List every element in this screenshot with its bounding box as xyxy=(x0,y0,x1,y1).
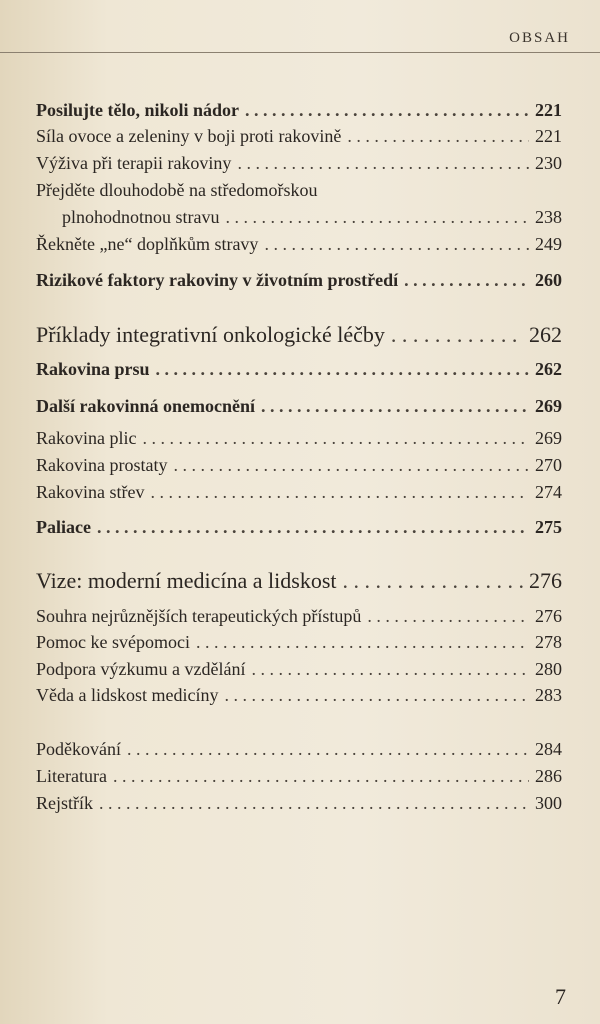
toc-entry-page: 269 xyxy=(535,396,562,416)
toc-entry xyxy=(36,359,562,385)
toc-entry-title: Literatura xyxy=(36,766,107,786)
toc-entry-page: 275 xyxy=(535,517,562,537)
toc-entry-first-line: Přejděte dlouhodobě na středomořskou xyxy=(36,180,318,200)
dot-leader xyxy=(264,234,529,255)
toc-entry xyxy=(36,739,562,765)
toc-entry-title: Rakovina střev xyxy=(36,482,145,502)
toc-entry-page: 300 xyxy=(535,793,562,813)
toc-entry-page: 249 xyxy=(535,234,562,254)
toc-entry-title: Rakovina prostaty xyxy=(36,455,168,475)
toc-entry xyxy=(36,606,562,632)
toc-entry-page: 274 xyxy=(535,482,562,502)
dot-leader xyxy=(97,517,529,538)
dot-leader xyxy=(251,659,529,680)
dot-leader xyxy=(156,359,529,380)
toc-section xyxy=(36,568,562,598)
toc-entry xyxy=(36,482,562,508)
toc-entry-title: Výživa při terapii rakoviny xyxy=(36,153,232,173)
toc-entry xyxy=(36,659,562,685)
toc-entry xyxy=(36,517,562,543)
dot-leader xyxy=(99,793,529,814)
toc-entry-title: Posilujte tělo, nikoli nádor xyxy=(36,100,240,120)
toc-entry xyxy=(36,793,562,819)
toc-entry-page: 286 xyxy=(535,766,562,786)
toc-entry-title: Rakovina prsu xyxy=(36,359,150,379)
toc-entry-page: 262 xyxy=(535,359,562,379)
toc-entry-title: Paliace xyxy=(36,517,91,537)
toc-entry-page: 269 xyxy=(535,428,562,448)
toc-entry-title: Síla ovoce a zeleniny v boji proti rakovině xyxy=(36,126,342,146)
dot-leader xyxy=(127,739,529,760)
dot-leader xyxy=(347,126,529,147)
toc-entry xyxy=(36,685,562,711)
toc-entry-page: 278 xyxy=(535,632,562,652)
toc-entry-title: plnohodnotnou stravu xyxy=(62,207,220,227)
dot-leader xyxy=(226,207,530,228)
toc-entry-page: 284 xyxy=(535,739,562,759)
dot-leader xyxy=(173,455,529,476)
toc-entry xyxy=(36,234,562,260)
dot-leader xyxy=(237,153,529,174)
toc-section-page: 262 xyxy=(529,322,562,347)
dot-leader xyxy=(261,396,529,417)
toc-entry-title: Řekněte „ne“ doplňkům stravy xyxy=(36,234,259,254)
toc-entry xyxy=(36,100,562,126)
toc-entry xyxy=(36,396,562,422)
toc-section-title: Vize: moderní medicína a lidskost xyxy=(36,568,337,593)
toc-entry xyxy=(62,207,562,233)
dot-leader xyxy=(391,322,523,348)
dot-leader xyxy=(245,100,529,121)
dot-leader xyxy=(150,482,529,503)
dot-leader xyxy=(142,428,529,449)
toc-entry-page: 230 xyxy=(535,153,562,173)
dot-leader xyxy=(404,270,529,291)
toc-entry-page: 280 xyxy=(535,659,562,679)
toc-entry-page: 221 xyxy=(535,126,562,146)
toc-entry-page: 276 xyxy=(535,606,562,626)
toc-entry xyxy=(36,126,562,152)
toc-entry xyxy=(36,455,562,481)
toc-entry-title: Podpora výzkumu a vzdělání xyxy=(36,659,246,679)
toc-entry-title: Další rakovinná onemocnění xyxy=(36,396,256,416)
page-number: 7 xyxy=(555,984,566,1009)
dot-leader xyxy=(196,632,529,653)
dot-leader xyxy=(113,766,529,787)
toc-entry-title: Rejstřík xyxy=(36,793,93,813)
running-head: OBSAH xyxy=(509,30,570,46)
toc-entry-page: 260 xyxy=(535,270,562,290)
toc-entry-page: 221 xyxy=(535,100,562,120)
toc-entry xyxy=(36,632,562,658)
toc-section-page: 276 xyxy=(529,568,562,593)
toc-section xyxy=(36,322,562,352)
toc-entry-page: 238 xyxy=(535,207,562,227)
toc-entry-title: Věda a lidskost medicíny xyxy=(36,685,219,705)
toc-entry xyxy=(36,766,562,792)
toc-entry-page: 270 xyxy=(535,455,562,475)
toc-entry-title: Poděkování xyxy=(36,739,121,759)
toc-entry xyxy=(36,428,562,454)
toc-section-title: Příklady integrativní onkologické léčby xyxy=(36,322,385,347)
header-rule xyxy=(0,52,600,53)
dot-leader xyxy=(367,606,529,627)
toc-entry-page: 283 xyxy=(535,685,562,705)
toc-entry-title: Rakovina plic xyxy=(36,428,137,448)
dot-leader xyxy=(224,685,529,706)
dot-leader xyxy=(343,568,524,594)
toc-entry xyxy=(36,270,562,296)
toc-entry-title: Souhra nejrůznějších terapeutických přístupů xyxy=(36,606,362,626)
toc-entry xyxy=(36,153,562,179)
toc-entry-title: Pomoc ke svépomoci xyxy=(36,632,190,652)
toc-entry-title: Rizikové faktory rakoviny v životním prostředí xyxy=(36,270,399,290)
